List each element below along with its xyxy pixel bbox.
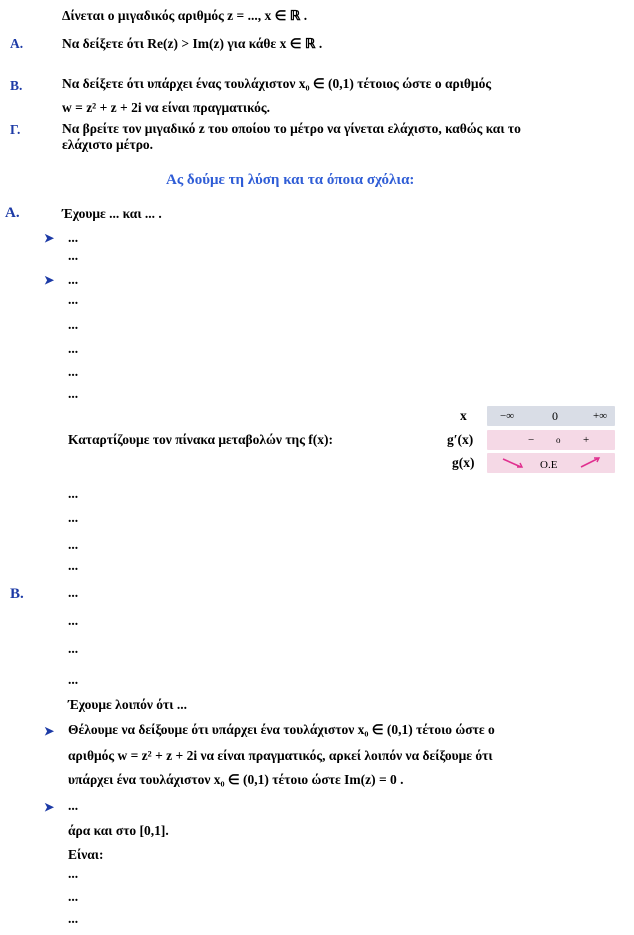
intro-text: Δίνεται ο μιγαδικός αριθμός z = ..., x ∈ ℝ . [62,8,308,23]
sol-b-bullet: ... [68,889,79,904]
question-a-text: Να δείξετε ότι Re(z) > Im(z) για κάθε x ∈ ℝ . [62,36,323,51]
question-b-text-1: Να δείξετε ότι υπάρχει ένας τουλάχιστον x₀ ∈ (0,1) τέτοιος ώστε ο αριθμός [62,76,492,91]
table-minus: − [528,434,535,446]
table-sign-row [487,430,615,450]
question-b-label: Β. [10,78,23,93]
table-row-gprime-label: g′(x) [447,432,474,447]
sol-b-bullet: Είναι: [68,847,104,862]
table-minus-inf: −∞ [500,410,515,422]
sol-a-line: ... [68,386,79,401]
sol-b-bullet: ... [68,866,79,881]
table-caption: Καταρτίζουμε τον πίνακα μεταβολών της f(x): [68,432,334,447]
sol-b-line: ... [68,613,79,628]
solution-heading: Ας δούμε τη λύση και τα όποια σχόλια: [166,172,415,188]
sol-a2-line: ... [68,558,79,573]
sol-b-line: ... [68,585,79,600]
sol-a-line: ... [68,272,79,287]
question-a-label: Α. [10,36,24,51]
sol-b-bullet: υπάρχει ένα τουλάχιστον x₀ ∈ (0,1) τέτοιο ώστε Im(z) = 0 . [68,772,404,787]
sol-a-line: ... [68,317,79,332]
table-zero: 0 [552,409,558,423]
table-plus: + [583,434,590,446]
question-c-text-2: ελάχιστο μέτρο. [62,137,154,152]
sol-a2-line: ... [68,537,79,552]
sol-a-line: ... [68,248,79,263]
question-c-text-1: Να βρείτε τον μιγαδικό z του οποίου το μέτρο να γίνεται ελάχιστο, καθώς και το [62,121,521,136]
question-c-label: Γ. [10,122,21,137]
sol-b-bullet: αριθμός w = z² + z + 2i να είναι πραγματικός, αρκεί λοιπόν να δείξουμε ότι [68,748,493,763]
sol-b-bullet: άρα και στο [0,1]. [68,823,169,838]
sol-a2-line: ... [68,486,79,501]
sol-b-line: Έχουμε λοιπόν ότι ... [68,697,187,712]
table-plus-inf: +∞ [593,410,608,422]
solution-a-label: Α. [5,205,20,221]
bullet-arrow-icon: ➤ [44,231,55,245]
question-b-text-2: w = z² + z + 2i να είναι πραγματικός. [62,100,270,115]
sol-b-line: ... [68,672,79,687]
sol-a-line: ... [68,341,79,356]
sol-b-bullet: Θέλουμε να δείξουμε ότι υπάρχει ένα τουλάχιστον x₀ ∈ (0,1) τέτοιο ώστε ο [68,722,495,737]
sol-b-line: ... [68,641,79,656]
sol-a-line: ... [68,292,79,307]
sol-a-line: ... [68,364,79,379]
table-oe-label: Ο.Ε [540,459,558,471]
bullet-arrow-icon: ➤ [44,273,55,287]
sol-a2-line: ... [68,510,79,525]
table-row-g-label: g(x) [452,455,475,470]
bullet-arrow-icon: ➤ [44,724,55,738]
table-row-x-label: x [460,408,467,423]
bullet-arrow-icon: ➤ [44,800,55,814]
sol-a-line: Έχουμε ... και ... . [62,206,162,221]
solution-b-label: Β. [10,586,24,602]
table-dot: o [556,435,561,445]
sol-b-bullet: ... [68,911,79,926]
sol-b-bullet: ... [68,798,79,813]
sol-a-line: ... [68,230,79,245]
